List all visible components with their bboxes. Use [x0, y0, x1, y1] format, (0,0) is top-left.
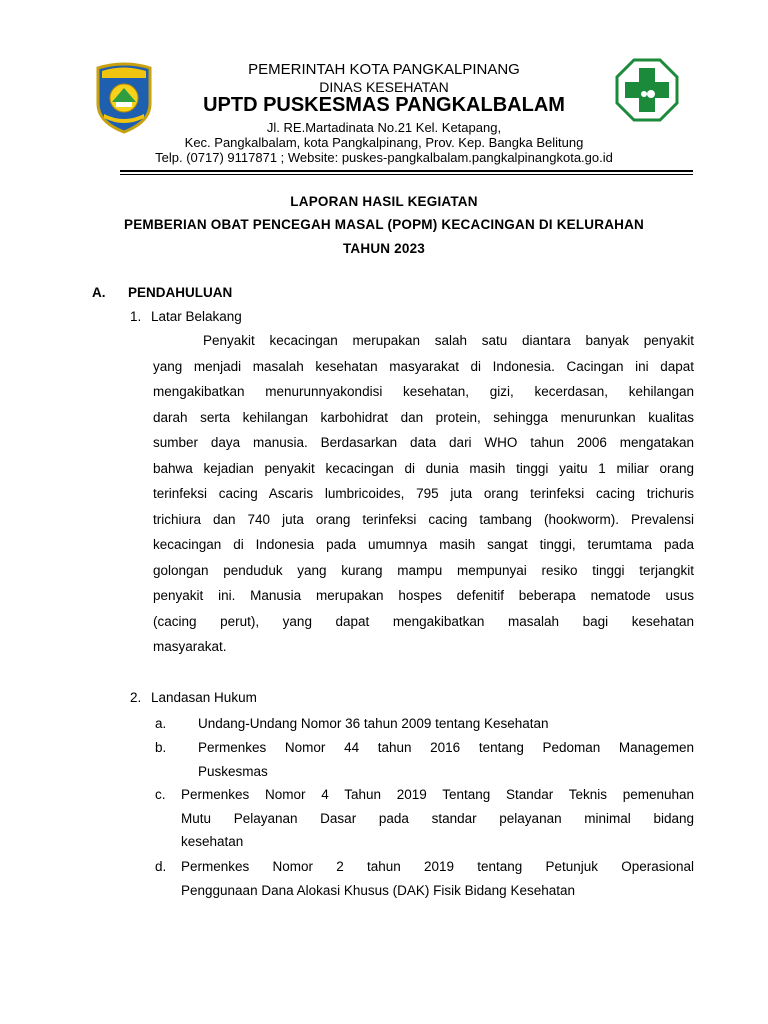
organization-name: UPTD PUSKESMAS PANGKALBALAM: [203, 94, 565, 116]
report-title-2: PEMBERIAN OBAT PENCEGAH MASAL (POPM) KECACINGAN DI KELURAHAN: [123, 217, 644, 232]
paragraph-line: yang menjadi masalah kesehatan masyarakat di Indonesia. Cacingan ini dapat: [153, 358, 694, 374]
legal-item-text: [181, 855, 694, 902]
legal-item-marker: a.: [155, 716, 167, 731]
sub2-title: Landasan Hukum: [151, 690, 257, 705]
report-title-3: TAHUN 2023: [342, 241, 426, 256]
legal-item-marker: c.: [155, 787, 166, 802]
legal-item-line: Permenkes Nomor 4 Tahun 2019 Tentang Standar Teknis pemenuhan: [181, 787, 694, 802]
legal-item-line: Undang-Undang Nomor 36 tahun 2009 tentang Kesehatan: [198, 716, 549, 731]
paragraph-line: trichiura dan 740 juta orang terinfeksi cacing tambang (hookworm). Prevalensi: [153, 511, 694, 527]
legal-item-marker: d.: [155, 859, 167, 874]
sub2-number: 2.: [130, 690, 142, 705]
address-line-2: Kec. Pangkalbalam, kota Pangkalpinang, Prov. Kep. Bangka Belitung: [184, 135, 584, 150]
paragraph-line: terinfeksi cacing Ascaris lumbricoides, 795 juta orang terinfeksi cacing trichuris: [153, 486, 694, 501]
paragraph-line: kecacingan di Indonesia pada umumnya masih sangat tinggi, terumtama pada: [153, 537, 694, 552]
legal-item-line: kesehatan: [181, 834, 244, 849]
paragraph-line: penyakit ini. Manusia merupakan hospes defenitif beberapa nematode usus: [153, 588, 694, 603]
paragraph-line: golongan penduduk yang kurang mampu mempunyai resiko tinggi terjangkit: [153, 562, 694, 578]
paragraph-line: sumber daya manusia. Berdasarkan data dari WHO tahun 2006 mengatakan: [153, 435, 694, 450]
legal-item-line: Permenkes Nomor 44 tahun 2016 tentang Pedoman Managemen: [198, 740, 694, 755]
letterhead-rule-thick: [120, 170, 693, 172]
legal-item-line: Penggunaan Dana Alokasi Khusus (DAK) Fisik Bidang Kesehatan: [181, 882, 575, 898]
sub1-title: Latar Belakang: [151, 309, 242, 324]
legal-item-text: [181, 783, 694, 854]
section-a-marker: A.: [92, 285, 106, 300]
sub1-number: 1.: [130, 309, 142, 324]
paragraph-line: masyarakat.: [153, 639, 227, 654]
paragraph-line: bahwa kejadian penyakit kecacingan di dunia masih tinggi yaitu 1 miliar orang: [153, 460, 694, 476]
department-name: DINAS KESEHATAN: [319, 79, 449, 95]
legal-item-line: Puskesmas: [198, 763, 268, 779]
address-line-1: Jl. RE.Martadinata No.21 Kel. Ketapang,: [266, 120, 502, 135]
legal-item-text: [198, 736, 694, 783]
report-title-1: LAPORAN HASIL KEGIATAN: [290, 194, 478, 209]
paragraph-line: mengakibatkan menurunnyakondisi kesehatan, gizi, kecerdasan, kehilangan: [153, 384, 694, 399]
paragraph-line: (cacing perut), yang dapat mengakibatkan masalah bagi kesehatan: [153, 613, 694, 629]
letterhead-rule-thin: [120, 174, 693, 175]
section-a-heading: PENDAHULUAN: [128, 285, 233, 300]
background-paragraph: [153, 328, 694, 660]
legal-item-line: Permenkes Nomor 2 tahun 2019 tentang Petunjuk Operasional: [181, 859, 694, 874]
legal-item-marker: b.: [155, 740, 167, 755]
legal-item-line: Mutu Pelayanan Dasar pada standar pelayanan minimal bidang: [181, 810, 694, 826]
government-name: PEMERINTAH KOTA PANGKALPINANG: [248, 61, 520, 78]
legal-item-text: [198, 712, 694, 736]
paragraph-line: Penyakit kecacingan merupakan salah satu diantara banyak penyakit: [203, 333, 694, 348]
paragraph-line: darah serta kehilangan karbohidrat dan protein, sehingga menurunkan kualitas: [153, 409, 694, 425]
address-line-3: Telp. (0717) 9117871 ; Website: puskes-pangkalbalam.pangkalpinangkota.go.id: [155, 150, 613, 165]
